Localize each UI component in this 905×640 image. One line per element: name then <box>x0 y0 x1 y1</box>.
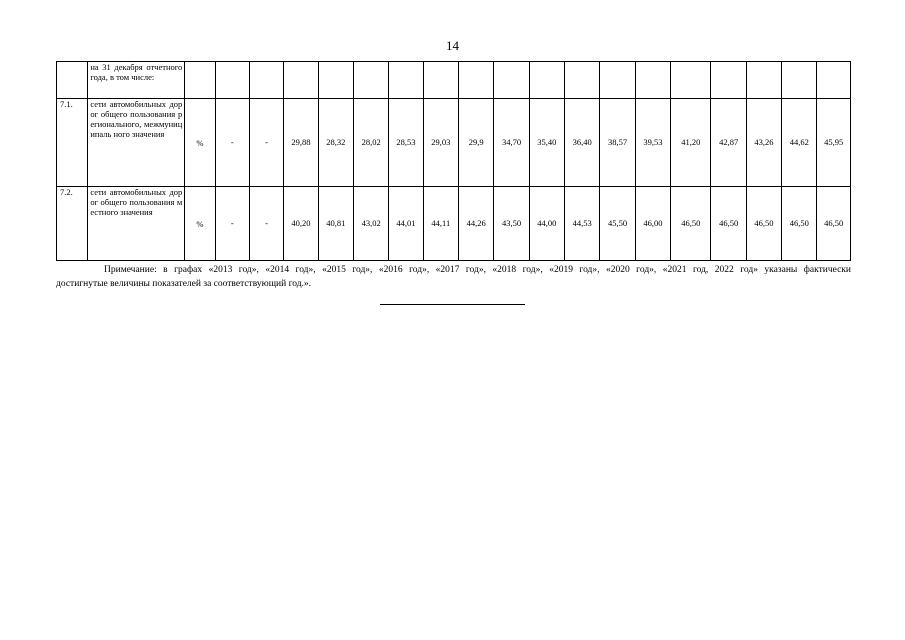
value-cell <box>635 62 670 99</box>
value-text: 29,03 <box>431 137 451 147</box>
value-cell <box>746 62 781 99</box>
value-cell <box>353 62 388 99</box>
indicator-description-cell: сети автомобильных дорог общего пользования регионального, межмуниципаль ного значения <box>88 99 185 187</box>
value-cell <box>600 99 635 187</box>
row-number-cell: 7.2. <box>57 187 88 261</box>
value-text: 28,32 <box>326 137 346 147</box>
value-cell <box>746 187 781 261</box>
value-text: 42,87 <box>719 137 739 147</box>
table-row <box>57 62 851 99</box>
value-cell <box>494 62 529 99</box>
value-cell <box>600 187 635 261</box>
value-text: 29,9 <box>468 137 484 147</box>
value-text: 44,26 <box>466 218 486 228</box>
table-row <box>57 99 851 187</box>
value-text: 44,62 <box>789 137 809 147</box>
value-cell <box>318 99 353 187</box>
value-text: 36,40 <box>572 137 592 147</box>
value-text: 41,20 <box>681 137 701 147</box>
value-text: - <box>230 137 234 147</box>
note-line-1: Примечание: в графах «2013 год», «2014 год», «2015 год», «2016 год», «2017 год», «2018 год», «2019 год», «2020 год», «2021 год, 2022 год» указаны фактически <box>104 265 851 275</box>
value-text: 35,40 <box>537 137 557 147</box>
value-cell <box>671 62 711 99</box>
table-note <box>56 263 851 291</box>
value-cell <box>249 62 283 99</box>
value-cell <box>284 99 318 187</box>
value-text: 43,50 <box>501 218 522 228</box>
value-cell <box>782 99 817 187</box>
value-cell <box>458 99 493 187</box>
value-cell <box>423 99 458 187</box>
value-text: 40,81 <box>326 218 346 228</box>
value-cell <box>565 62 600 99</box>
value-cell <box>565 99 600 187</box>
value-cell <box>711 62 746 99</box>
value-text: 44,11 <box>431 218 451 228</box>
value-cell <box>284 187 318 261</box>
value-text: 43,26 <box>754 137 774 147</box>
value-cell <box>423 187 458 261</box>
value-text: - <box>265 137 269 147</box>
value-cell <box>458 62 493 99</box>
value-cell <box>635 99 670 187</box>
value-cell <box>529 62 564 99</box>
value-cell <box>529 187 564 261</box>
value-text: 46,00 <box>643 218 663 228</box>
value-text: 40,20 <box>291 218 311 228</box>
value-cell <box>215 187 249 261</box>
value-cell <box>711 187 746 261</box>
row-number-cell <box>57 62 88 99</box>
note-line-2: достигнутые величины показателей за соответствующий год.». <box>56 279 312 289</box>
indicator-description-cell: сети автомобильных дорог общего пользования местного значения <box>88 187 185 261</box>
value-text: 28,02 <box>361 137 381 147</box>
value-text: 46,50 <box>824 218 844 228</box>
value-cell <box>284 62 318 99</box>
value-cell <box>494 99 529 187</box>
value-cell <box>671 99 711 187</box>
value-cell <box>817 187 851 261</box>
value-cell <box>565 187 600 261</box>
value-cell <box>529 99 564 187</box>
value-cell <box>353 187 388 261</box>
separator-line <box>380 304 525 305</box>
value-cell <box>318 187 353 261</box>
value-text: 39,53 <box>643 137 663 147</box>
value-cell <box>389 62 423 99</box>
value-text: 46,50 <box>789 218 809 228</box>
value-text: 28,53 <box>396 137 416 147</box>
value-cell <box>711 99 746 187</box>
value-text: 46,50 <box>719 218 739 228</box>
value-cell <box>353 99 388 187</box>
value-text: 43,02 <box>361 218 381 228</box>
value-text: - <box>265 218 269 228</box>
value-cell <box>494 187 529 261</box>
value-text: 46,50 <box>681 218 701 228</box>
value-cell <box>458 187 493 261</box>
value-cell <box>635 187 670 261</box>
value-cell <box>782 187 817 261</box>
value-text: 44,01 <box>396 218 416 228</box>
indicator-description-cell: на 31 декабря отчетного года, в том числе: <box>88 62 185 99</box>
value-cell <box>671 187 711 261</box>
value-text: 45,95 <box>824 137 844 147</box>
value-cell <box>389 187 423 261</box>
unit-cell <box>185 62 215 99</box>
value-text: 44,00 <box>537 218 557 228</box>
unit-cell: % <box>185 99 215 187</box>
value-text: 45,50 <box>607 218 628 228</box>
value-cell <box>215 62 249 99</box>
value-text: 34,70 <box>501 137 522 147</box>
value-cell <box>423 62 458 99</box>
value-text: 44,53 <box>572 218 592 228</box>
value-text: 29,88 <box>291 137 311 147</box>
value-cell <box>817 62 851 99</box>
value-cell <box>215 99 249 187</box>
value-cell <box>600 62 635 99</box>
value-cell <box>817 99 851 187</box>
value-cell <box>782 62 817 99</box>
row-number-cell: 7.1. <box>57 99 88 187</box>
value-cell <box>318 62 353 99</box>
value-cell <box>389 99 423 187</box>
table-row <box>57 187 851 261</box>
value-text: 46,50 <box>754 218 774 228</box>
value-text: - <box>230 218 234 228</box>
unit-cell: % <box>185 187 215 261</box>
value-cell <box>249 187 283 261</box>
page-number: 14 <box>446 38 459 53</box>
value-cell <box>746 99 781 187</box>
value-cell <box>249 99 283 187</box>
value-text: 38,57 <box>607 137 628 147</box>
indicators-table <box>56 61 851 261</box>
